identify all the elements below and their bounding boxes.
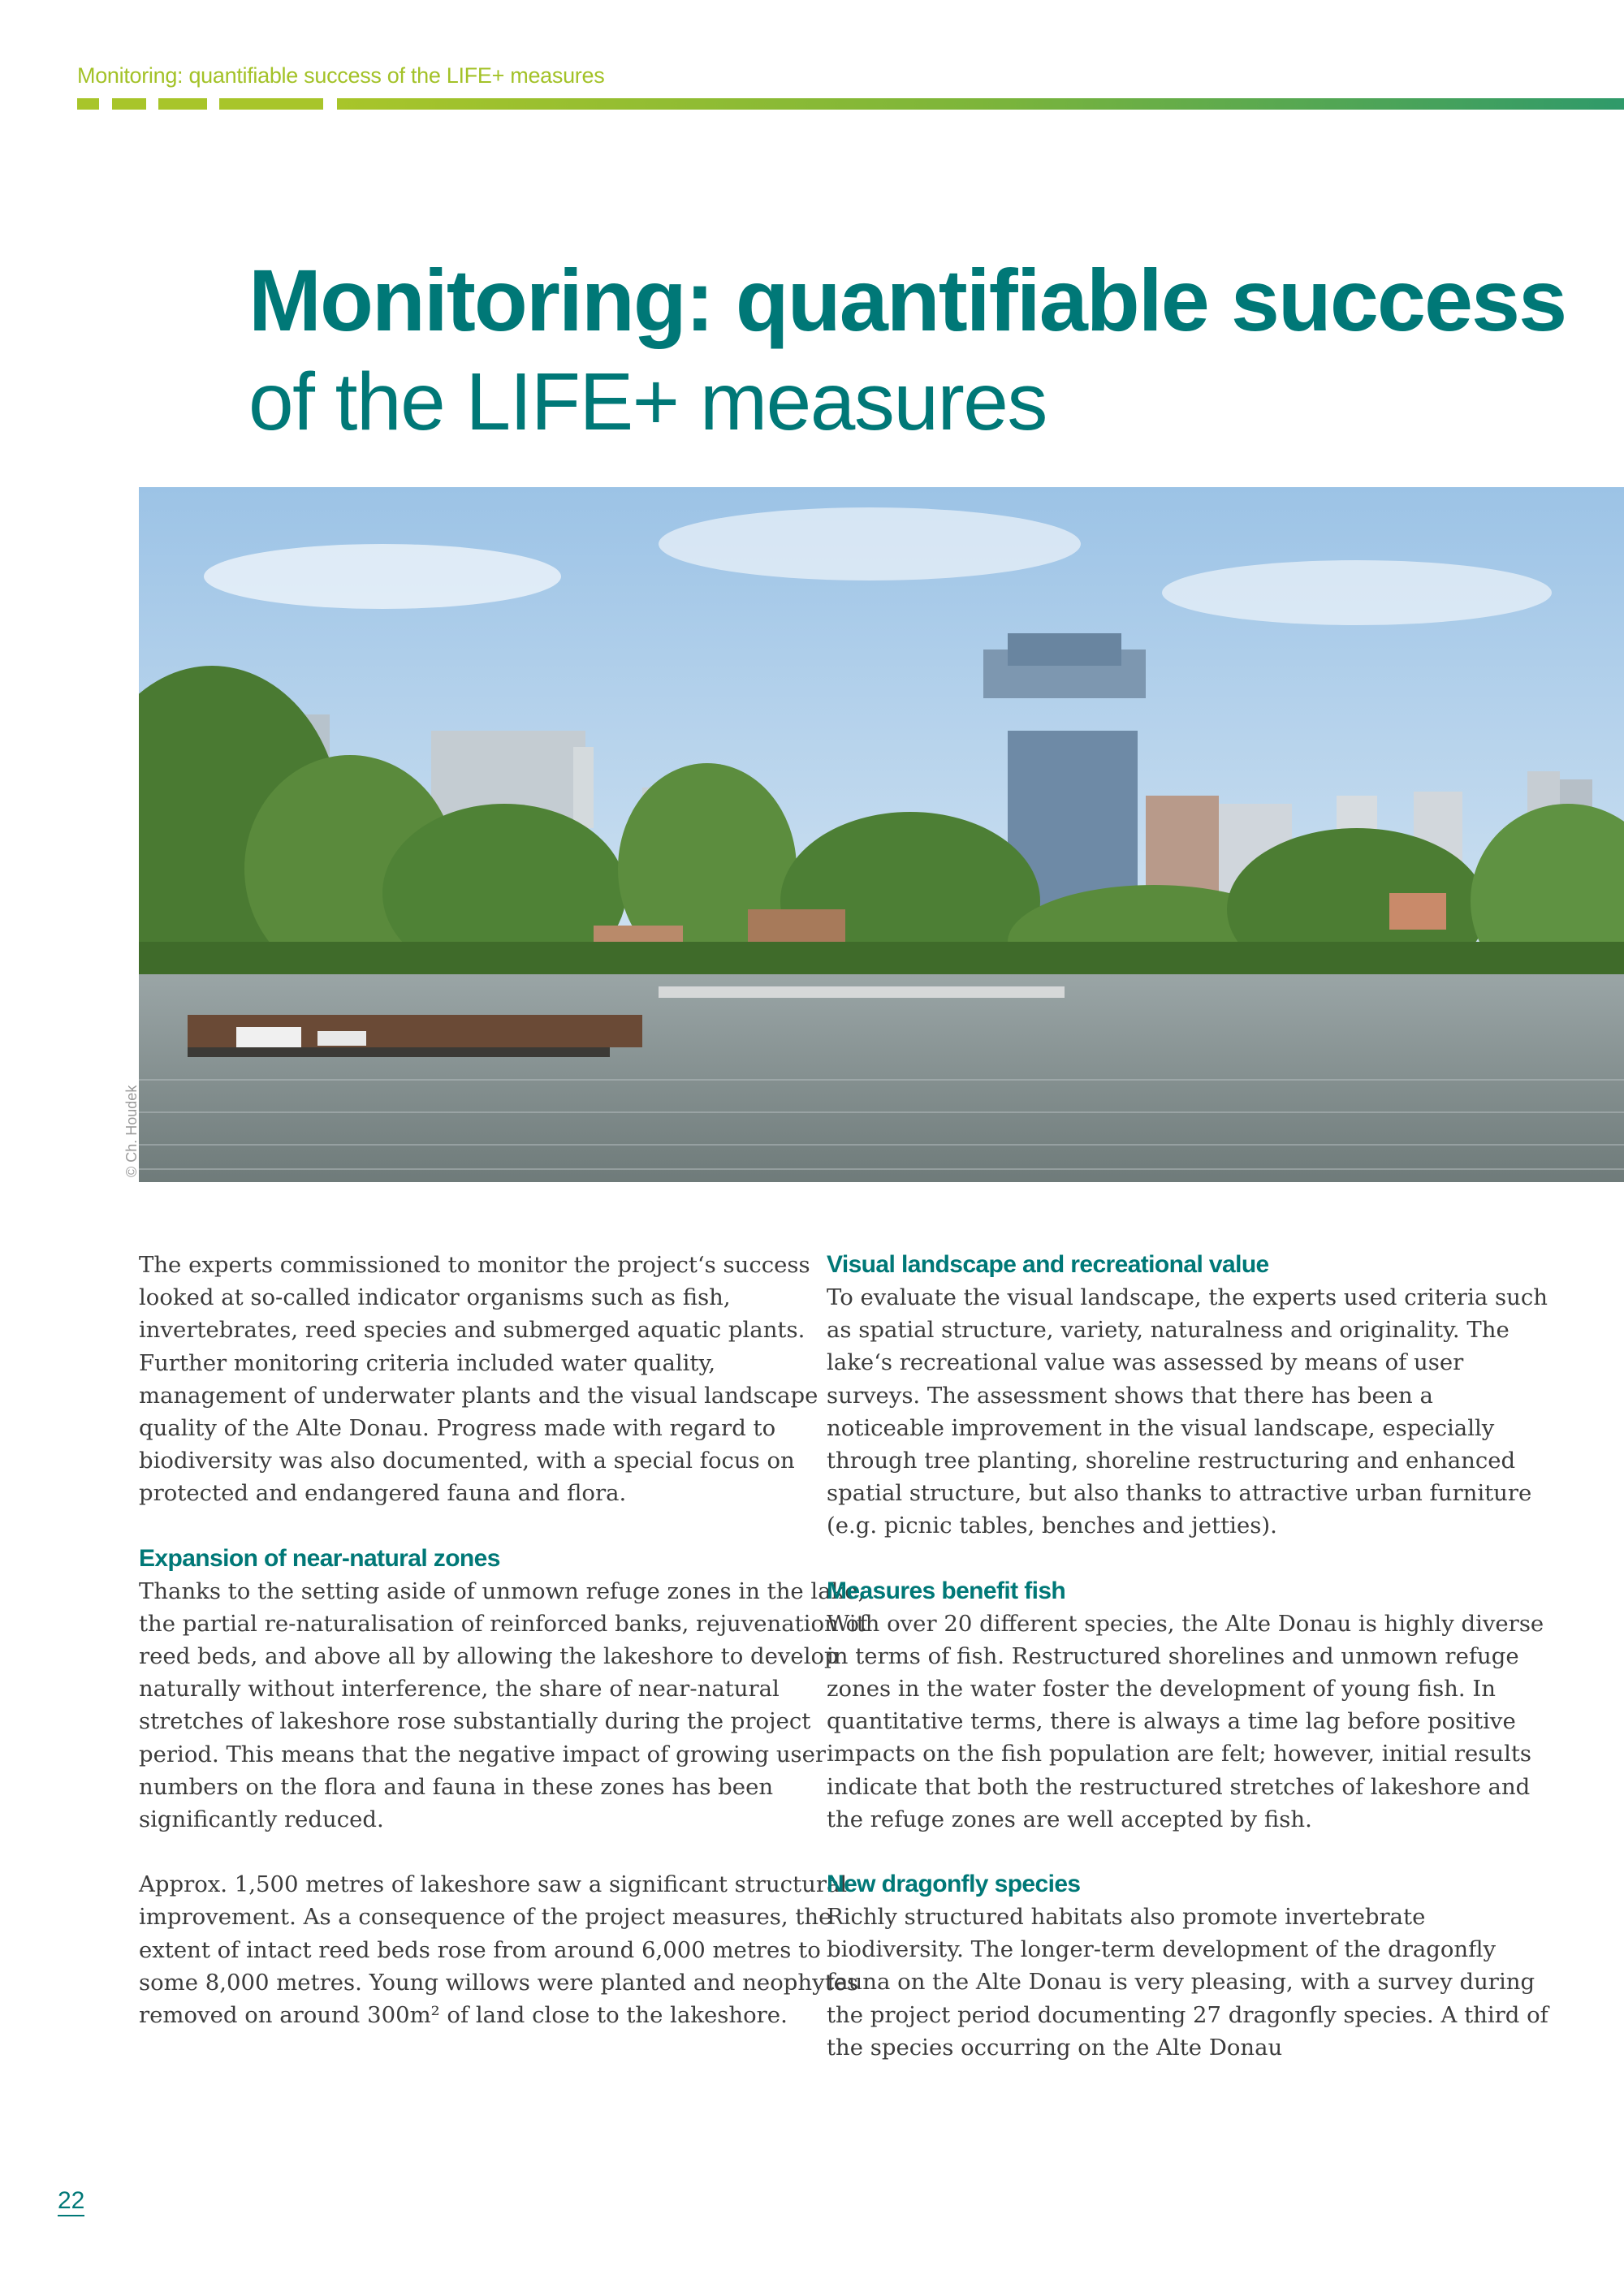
page-number: 22 xyxy=(58,2189,84,2216)
photo-credit: © Ch. Houdek xyxy=(123,1085,140,1177)
body-paragraph: Richly structured habitats also promote invertebrate biodiversity. The longer-term development of the dragonfly fauna on the Alte Donau is very pleasing, with a survey during the project period documenting 27 dragonfly species. A third of the species occurring on the Alte Donau xyxy=(827,1904,1548,2061)
right-column xyxy=(827,1249,1557,2064)
header-bar-segment xyxy=(112,98,146,110)
intro-paragraph: The experts commissioned to monitor the project‘s success looked at so-called indicator organisms such as fish, invertebrates, reed species and submerged aquatic plants. Further monitoring criteria included water quality, management of underwater plants and the visual landscape quality of the Alte Donau. Progress made with regard to biodiversity was also documented, with a special focus on protected and endangered fauna and flora. xyxy=(139,1252,818,1507)
body-paragraph: With over 20 different species, the Alte Donau is highly diverse in terms of fish. Restructured shorelines and unmown refuge zones in the water foster the development of young fish. In quantitative terms, there is always a time lag before positive impacts on the fish population are felt; however, initial results indicate that both the restructured stretches of lakeshore and the refuge zones are well accepted by fish. xyxy=(827,1610,1544,1832)
body-paragraph: Thanks to the setting aside of unmown refuge zones in the lake, the partial re-naturalisation of reinforced banks, rejuvenation of reed beds, and above all by allowing the lakeshore to develop naturally without interference, the share of near-natural stretches of lakeshore rose substantially during the project period. This means that the negative impact of growing user numbers on the flora and fauna in these zones has been significantly reduced. xyxy=(139,1577,868,1833)
body-paragraph: To evaluate the visual landscape, the experts used criteria such as spatial structure, variety, naturalness and originality. The lake‘s recreational value was assessed by means of user surveys. The assessment shows that there has been a noticeable improvement in the visual landscape, especially through tree planting, shoreline restructuring and enhanced spatial structure, but also thanks to attractive urban furniture (e.g. picnic tables, benches and jetties). xyxy=(827,1284,1548,1539)
header-bar-segment xyxy=(77,98,99,110)
header-bar-segment xyxy=(219,98,323,110)
lake-skyline-photo xyxy=(139,487,1624,1182)
section-heading: Expansion of near-natural zones xyxy=(139,1544,500,1572)
body-paragraph: Approx. 1,500 metres of lakeshore saw a significant structural improvement. As a consequence of the project measures, the extent of intact reed beds rose from around 6,000 metres to some 8,000 metres. Young willows were planted and neophytes removed on around 300m² of land close to the lakeshore. xyxy=(139,1871,859,2029)
header-gradient-bar xyxy=(337,98,1624,110)
left-column xyxy=(139,1249,870,2031)
header-bar-segment xyxy=(158,98,207,110)
section-heading: Measures benefit fish xyxy=(827,1577,1066,1604)
section-heading: Visual landscape and recreational value xyxy=(827,1251,1269,1278)
page-title-bold: Monitoring: quantifiable success xyxy=(248,251,1566,349)
section-heading: New dragonfly species xyxy=(827,1871,1081,1898)
page-title-light: of the LIFE+ measures xyxy=(248,356,1047,447)
running-head: Monitoring: quantifiable success of the LIFE+ measures xyxy=(77,63,605,88)
